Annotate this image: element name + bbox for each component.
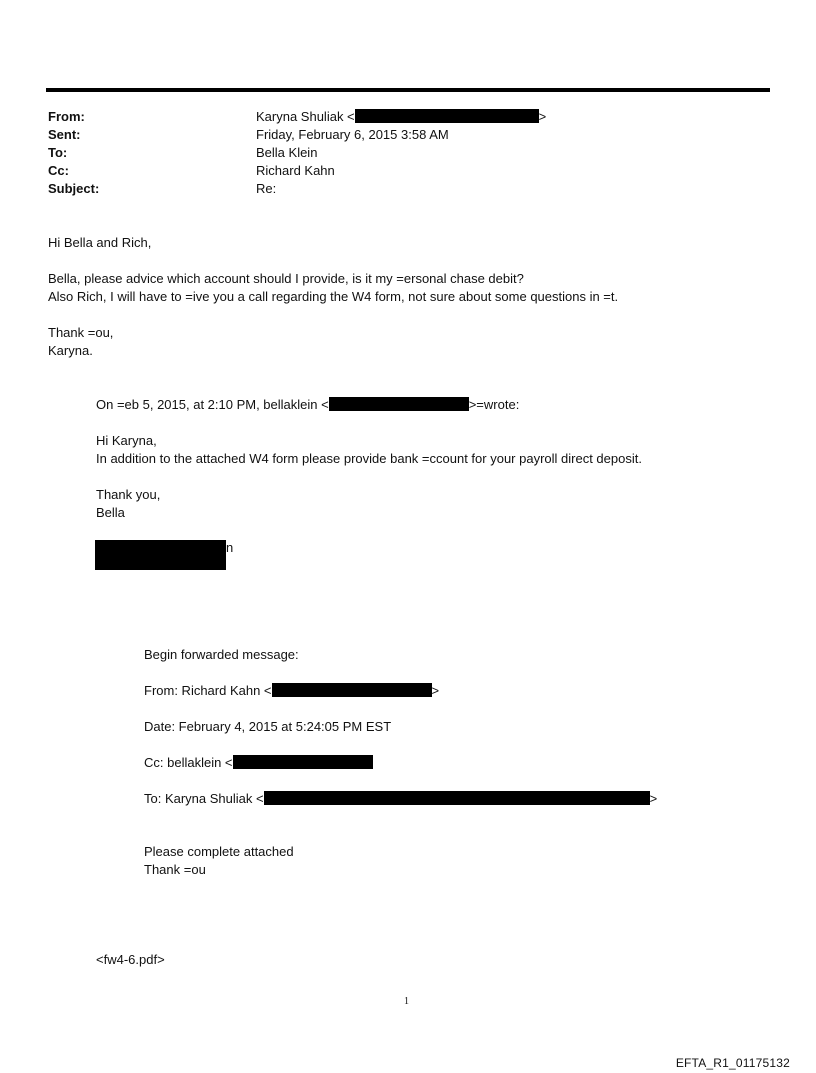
sent-label: Sent:: [48, 127, 81, 142]
to-label: To:: [48, 145, 68, 160]
body-line-2: Also Rich, I will have to =ive you a call regarding the W4 form, not sure about some questions in =t.: [48, 289, 619, 304]
body-signature: Karyna.: [48, 343, 93, 358]
redaction-box: [95, 540, 226, 570]
forwarded-title: Begin forwarded message:: [144, 647, 299, 662]
forwarded-cc-prefix: Cc: bellaklein <: [144, 755, 233, 770]
forwarded-from-prefix: From: Richard Kahn <: [144, 683, 272, 698]
quoted-intro-prefix: On =eb 5, 2015, at 2:10 PM, bellaklein <: [96, 397, 329, 412]
quoted-line-1: In addition to the attached W4 form please provide bank =ccount for your payroll direct deposit.: [96, 451, 642, 466]
redaction-box: [329, 397, 469, 411]
body-line-1: Bella, please advice which account should I provide, is it my =ersonal chase debit?: [48, 271, 524, 286]
forwarded-to: [144, 790, 657, 808]
from-value: [256, 108, 546, 126]
from-close: >: [538, 109, 547, 124]
redaction-box: [233, 755, 373, 769]
body-thanks: Thank =ou,: [48, 325, 114, 340]
forwarded-body-2: Thank =ou: [144, 862, 206, 877]
cc-label: Cc:: [48, 163, 69, 178]
sent-value: Friday, February 6, 2015 3:58 AM: [256, 127, 449, 142]
redaction-box: [272, 683, 432, 697]
to-value: Bella Klein: [256, 145, 318, 160]
header-rule: [46, 88, 770, 92]
forwarded-from-suffix: >: [431, 683, 440, 698]
from-label: From:: [48, 109, 85, 124]
quoted-intro: [96, 396, 519, 414]
quoted-intro-suffix: >=wrote:: [468, 397, 520, 412]
redaction-box: [264, 791, 650, 805]
quoted-signature: Bella: [96, 505, 125, 520]
cc-value: Richard Kahn: [256, 163, 335, 178]
document-id: EFTA_R1_01175132: [675, 1056, 790, 1070]
forwarded-body-1: Please complete attached: [144, 844, 294, 859]
attachment-name[interactable]: <fw4-6.pdf>: [96, 952, 165, 967]
body-greeting: Hi Bella and Rich,: [48, 235, 152, 250]
page-number: 1: [404, 996, 409, 1007]
forwarded-date: Date: February 4, 2015 at 5:24:05 PM EST: [144, 719, 392, 734]
quoted-thanks: Thank you,: [96, 487, 161, 502]
quoted-redacted-tail: n: [226, 540, 234, 555]
forwarded-to-prefix: To: Karyna Shuliak <: [144, 791, 264, 806]
from-name: Karyna Shuliak <: [256, 109, 355, 124]
subject-label: Subject:: [48, 181, 100, 196]
quoted-greeting: Hi Karyna,: [96, 433, 157, 448]
forwarded-from: [144, 682, 439, 700]
forwarded-to-suffix: >: [649, 791, 658, 806]
redaction-box: [355, 109, 539, 123]
subject-value: Re:: [256, 181, 277, 196]
forwarded-cc: [144, 754, 373, 772]
